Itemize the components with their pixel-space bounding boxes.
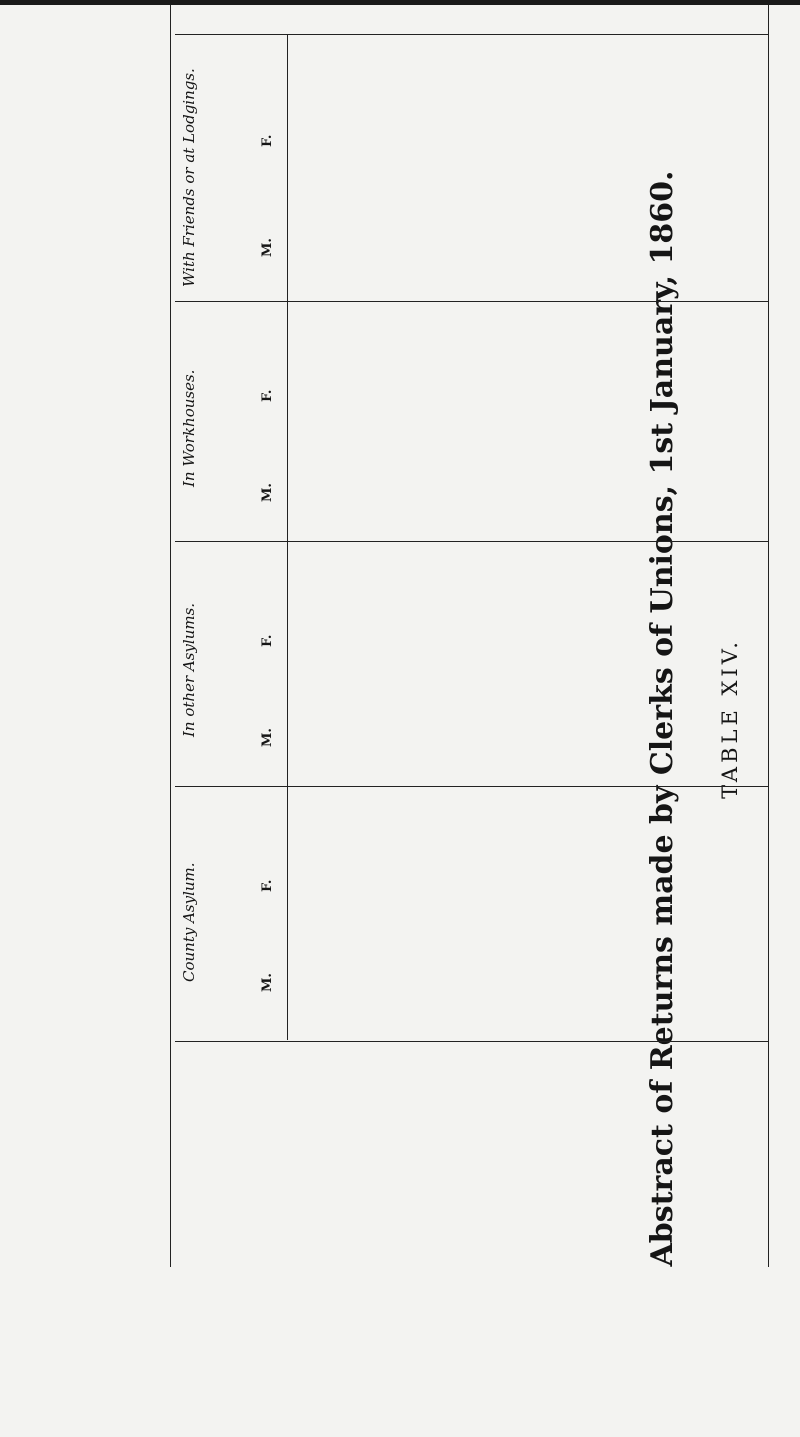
col-rule-unions [175,1041,768,1042]
workhouses-m-header: M. [260,483,275,502]
other-asylums-header: In other Asylums. [180,602,198,737]
table-top-rule [170,5,171,1267]
county-f-header: F. [260,879,275,892]
table-label: TABLE XIV. [718,638,742,799]
table-bottom-rule [768,5,769,1267]
col-rule-other-asylums [175,541,768,542]
table-title: Abstract of Returns made by Clerks of Unions, 1st January, 1860. [645,170,680,1267]
workhouses-header: In Workhouses. [180,369,198,487]
workhouses-f-header: F. [260,389,275,402]
friends-header: With Friends or at Lodgings. [180,68,198,287]
header-rule [287,35,288,1040]
col-rule-friends [175,34,768,35]
other-f-header: F. [260,634,275,647]
other-m-header: M. [260,728,275,747]
col-rule-county-asylum [175,786,768,787]
friends-f-header: F. [260,134,275,147]
binding-edge [0,0,800,5]
county-asylum-header: County Asylum. [180,862,198,982]
col-rule-workhouses [175,301,768,302]
county-m-header: M. [260,973,275,992]
friends-m-header: M. [260,238,275,257]
